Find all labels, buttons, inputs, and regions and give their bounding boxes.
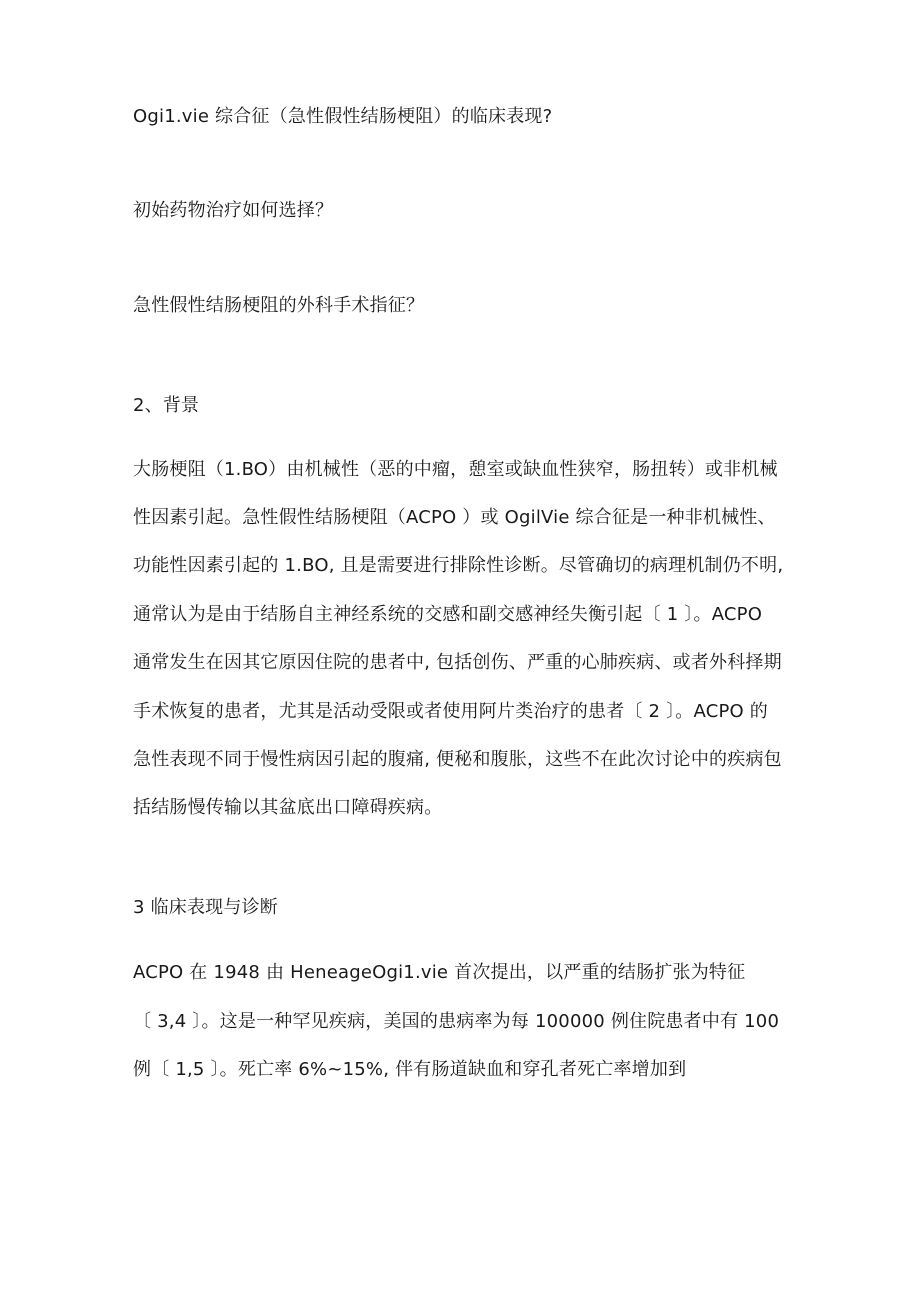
section-3-line-1: ACPO 在 1948 由 HeneageOgi1.vie 首次提出，以严重的结肠扩张为特征 bbox=[133, 962, 746, 983]
question-1: Ogi1.vie 综合征（急性假性结肠梗阻）的临床表现? bbox=[133, 106, 553, 127]
section-2-line-7: 急性表现不同于慢性病因引起的腹痛, 便秘和腹胀，这些不在此次讨论中的疾病包 bbox=[133, 749, 782, 770]
section-2-line-6: 手术恢复的患者，尤其是活动受限或者使用阿片类治疗的患者〔 2 〕。ACPO 的 bbox=[133, 701, 769, 722]
question-2: 初始药物治疗如何选择？ bbox=[133, 200, 334, 221]
section-2-line-4: 通常认为是由于结肠自主神经系统的交感和副交感神经失衡引起〔 1 〕。ACPO bbox=[133, 604, 763, 625]
section-2-line-2: 性因素引起。急性假性结肠梗阻（ACPO ）或 OgilVie 综合征是一种非机械性、 bbox=[133, 507, 776, 528]
section-2-line-8: 括结肠慢传输以其盆底出口障碍疾病。 bbox=[133, 797, 443, 818]
section-3-line-2: 〔 3,4 〕。这是一种罕见疾病，美国的患病率为每 100000 例住院患者中有 100 bbox=[133, 1011, 780, 1032]
section-3-heading: 3 临床表现与诊断 bbox=[133, 897, 278, 918]
section-3-line-3: 例〔 1,5 〕。死亡率 6%~15%, 伴有肠道缺血和穿孔者死亡率增加到 bbox=[133, 1059, 687, 1080]
section-2-line-3: 功能性因素引起的 1.BO, 且是需要进行排除性诊断。尽管确切的病理机制仍不明, bbox=[133, 555, 784, 576]
section-2-line-5: 通常发生在因其它原因住院的患者中, 包括创伤、严重的心肺疾病、或者外科择期 bbox=[133, 652, 782, 673]
section-2-line-1: 大肠梗阻（1.BO）由机械性（恶的中瘤，憩室或缺血性狭窄，肠扭转）或非机械 bbox=[133, 459, 778, 480]
question-3: 急性假性结肠梗阻的外科手术指征？ bbox=[133, 295, 425, 316]
section-2-heading: 2、背景 bbox=[133, 395, 200, 416]
